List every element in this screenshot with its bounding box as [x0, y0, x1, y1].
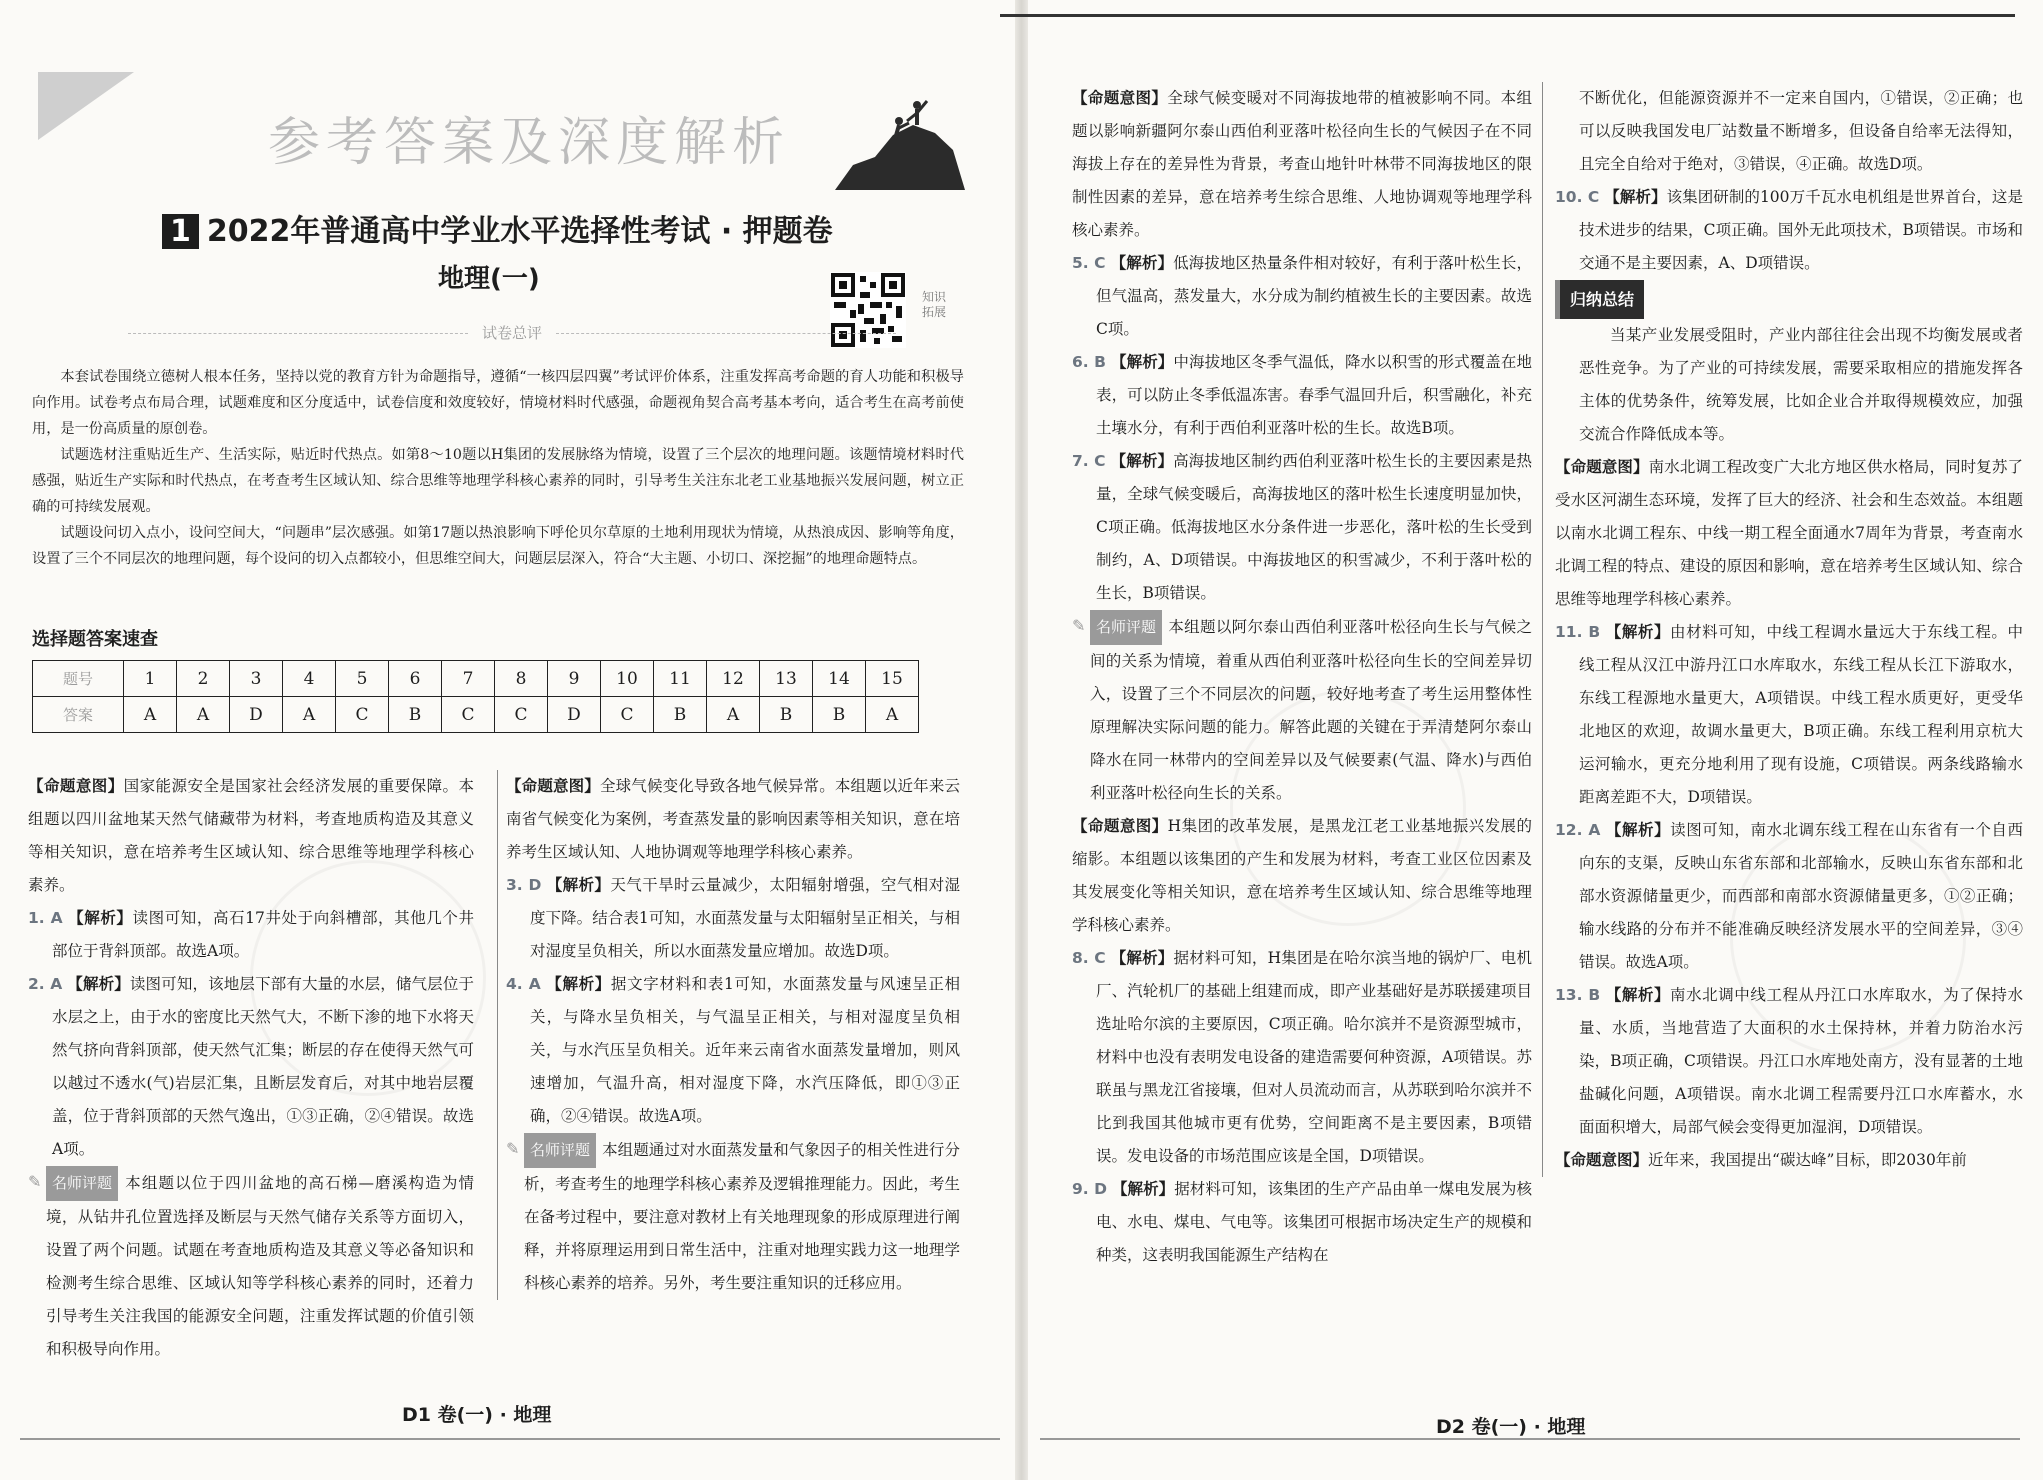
analysis-text: 该集团研制的100万千瓦水电机组是世界首台，这是技术进步的结果，C项正确。国外无此项技术，B项错误。市场和交通不是主要因素，A、D项错误。 [1579, 188, 2023, 272]
intent-paragraph [1555, 1144, 2023, 1177]
answer-table-title: 选择题答案速查 [32, 629, 158, 650]
analysis-tag: 【解析】 [68, 909, 133, 927]
question-number: 6 [389, 661, 442, 697]
page-footer-right: D2 卷(一) · 地理 [1436, 1416, 1586, 1438]
answer-table [32, 660, 919, 733]
summary-section [1555, 280, 2023, 451]
qr-caption: 知识 拓展 [922, 290, 947, 319]
analysis-tag: 【解析】 [1110, 254, 1174, 272]
left-column-1 [28, 770, 474, 1366]
top-rule [1000, 14, 2015, 17]
analysis-text: 由材料可知，中线工程调水量远大于东线工程。中线工程从汉江中游丹江口水库取水，东线工程从长江下游取水，东线工程源地水量更大，A项错误。中线工程水质更好，更受华北地区的欢迎，故调水量更大，B项正确。东线工程利用京杭大运河输水，更充分地利用了现有设施，C项错误。两条线路输水距离差距不大，D项错误。 [1579, 623, 2023, 806]
analysis-text: 据文字材料和表1可知，水面蒸发量与风速呈正相关，与降水呈负相关，与气温呈正相关，与相对湿度呈负相关，与水汽压呈负相关。近年来云南省水面蒸发量增加，则风速增加，气温升高，相对湿度下降，水汽压降低，即①③正确，②④错误。故选A项。 [530, 975, 960, 1125]
answer-cell: A [866, 697, 919, 733]
analysis-tag: 【解析】 [1605, 821, 1671, 839]
answer-cell: A [177, 697, 230, 733]
question-label: 11. B [1555, 623, 1601, 641]
section-heading-summary: 试卷总评 [32, 322, 992, 343]
question-label: 3. D [506, 876, 542, 894]
subject-title: 地理(一) [438, 264, 540, 294]
intent-text: 全球气候变暖对不同海拔地带的植被影响不同。本组题以影响新疆阿尔泰山西伯利亚落叶松径向生长的气候因子在不同海拔上存在的差异性为背景，考查山地针叶林带不同海拔地区的限制性因素的差异，意在培养考生综合思维、人地协调观等地理学科核心素养。 [1072, 89, 1532, 239]
answer-cell: C [336, 697, 389, 733]
question-label: 1. A [28, 909, 63, 927]
analysis-text: 南水北调中线工程从丹江口水库取水，为了保持水量、水质，当地营造了大面积的水土保持林，并着力防治水污染，B项正确，C项错误。丹江口水库地处南方，没有显著的土地盐碱化问题，A项错误。南水北调工程需要丹江口水库蓄水，水面面积增大，局部气候会变得更加湿润，D项错误。 [1579, 986, 2023, 1136]
analysis-tag: 【解析】 [1111, 353, 1174, 371]
intent-paragraph [1072, 82, 1532, 247]
answer-explanation-5 [1072, 247, 1532, 346]
answer-cell: C [442, 697, 495, 733]
question-label: 8. C [1072, 949, 1106, 967]
answer-cell: D [548, 697, 601, 733]
teacher-review-label: ✎ 名师评题 [524, 1133, 596, 1168]
corner-decoration [38, 72, 134, 140]
question-number: 12 [707, 661, 760, 697]
intent-paragraph [1072, 810, 1532, 942]
answer-explanation-9 [1072, 1173, 1532, 1272]
question-number: 14 [813, 661, 866, 697]
analysis-text: 读图可知，南水北调东线工程在山东省有一个自西向东的支渠，反映山东省东部和北部输水，反映山东省东部和北部水资源储量更少，而西部和南部水资源储量更多，①②正确；输水线路的分布并不能准确反映经济发展水平的空间差异，③④错误。故选A项。 [1579, 821, 2023, 971]
analysis-text: 中海拔地区冬季气温低，降水以积雪的形式覆盖在地表，可以防止冬季低温冻害。春季气温回升后，积雪融化，补充土壤水分，有利于西伯利亚落叶松的生长。故选B项。 [1096, 353, 1532, 437]
page-footer-left: D1 卷(一) · 地理 [402, 1404, 552, 1426]
summary-paragraph: 试题选材注重贴近生产、生活实际，贴近时代热点。如第8～10题以H集团的发展脉络为情境，设置了三个层次的地理问题。该题情境材料时代感强，贴近生产实际和时代热点，在考查考生区域认知、综合思维等地理学科核心素养的同时，引导考生关注东北老工业基地振兴发展问题，树立正确的可持续发展观。 [32, 447, 964, 515]
answer-explanation-6 [1072, 346, 1532, 445]
right-column-1 [1072, 82, 1532, 1272]
question-label: 12. A [1555, 821, 1601, 839]
table-row-label: 题号 [33, 661, 124, 697]
teacher-review-label: ✎ 名师评题 [1090, 610, 1162, 645]
question-number: 13 [760, 661, 813, 697]
question-label: 10. C [1555, 188, 1600, 206]
analysis-text: 读图可知，高石17井处于向斜槽部，其他几个井部位于背斜顶部。故选A项。 [52, 909, 474, 960]
teacher-review-text: 本组题以阿尔泰山西伯利亚落叶松径向生长与气候之间的关系为情境，着重从西伯利亚落叶松径向生长的空间差异切入，设置了三个不同层次的问题，较好地考查了考生运用整体性原理解决实际问题的能力。解答此题的关键在于弄清楚阿尔泰山降水在同一林带内的空间差异以及气候要素(气温、降水)与西伯利亚落叶松径向生长的关系。 [1090, 618, 1532, 802]
intent-text: 南水北调工程改变广大北方地区供水格局，同时复苏了受水区河湖生态环境，发挥了巨大的经济、社会和生态效益。本组题以南水北调工程东、中线一期工程全面通水7周年为背景，考查南水北调工程的特点、建设的原因和影响，意在培养考生区域认知、综合思维等地理学科核心素养。 [1555, 458, 2023, 608]
teacher-review-label: ✎ 名师评题 [46, 1166, 118, 1201]
question-number: 8 [495, 661, 548, 697]
analysis-text: 据材料可知，该集团的生产产品由单一煤电发展为核电、水电、煤电、气电等。该集团可根据市场决定生产的规模和种类，这表明我国能源生产结构在 [1096, 1180, 1532, 1264]
intent-text: 近年来，我国提出“碳达峰”目标，即2030年前 [1648, 1151, 1967, 1169]
question-number: 7 [442, 661, 495, 697]
analysis-tag: 【解析】 [1110, 452, 1174, 470]
question-number: 1 [124, 661, 177, 697]
question-number: 4 [283, 661, 336, 697]
analysis-tag: 【解析】 [1604, 188, 1667, 206]
question-number: 10 [601, 661, 654, 697]
question-number: 11 [654, 661, 707, 697]
teacher-review [1072, 610, 1532, 810]
intent-tag: 【命题意图】 [506, 777, 600, 795]
intent-tag: 【命题意图】 [28, 777, 124, 795]
intent-tag: 【命题意图】 [1555, 458, 1649, 476]
summary-paragraph: 试题设问切入点小，设问空间大，“问题串”层次感强。如第17题以热浪影响下呼伦贝尔草原的土地利用现状为情境，从热浪成因、影响等角度，设置了三个不同层次的地理问题，每个设问的切入点都较小，但思维空间大，问题层层深入，符合“大主题、小切口、深挖掘”的地理命题特点。 [32, 525, 964, 567]
analysis-text: 低海拔地区热量条件相对较好，有利于落叶松生长，但气温高，蒸发量大，水分成为制约植被生长的主要因素。故选C项。 [1096, 254, 1532, 338]
intent-tag: 【命题意图】 [1072, 89, 1168, 107]
answer-explanation-4 [506, 968, 960, 1133]
left-column-2 [497, 770, 960, 1300]
table-row-label: 答案 [33, 697, 124, 733]
answer-explanation-13 [1555, 979, 2023, 1144]
analysis-tag: 【解析】 [546, 876, 611, 894]
right-column-2 [1542, 82, 2023, 1177]
analysis-text: 据材料可知，H集团是在哈尔滨当地的锅炉厂、电机厂、汽轮机厂的基础上组建而成，即产业基础好是苏联援建项目选址哈尔滨的主要原因，C项正确。哈尔滨并不是资源型城市，材料中也没有表明发电设备的建造需要何种资源，A项错误。苏联虽与黑龙江省接壤，但对人员流动而言，从苏联到哈尔滨并不比到我国其他城市更有优势，空间距离不是主要因素，B项错误。发电设备的市场范围应该是全国，D项错误。 [1096, 949, 1532, 1165]
answer-explanation-8 [1072, 942, 1532, 1173]
intent-text: 全球气候变化导致各地气候异常。本组题以近年来云南省气候变化为案例，考查蒸发量的影响因素等相关知识，意在培养考生区域认知、人地协调观等地理学科核心素养。 [506, 777, 960, 861]
question-label: 9. D [1072, 1180, 1107, 1198]
teacher-review-text: 本组题通过对水面蒸发量和气象因子的相关性进行分析，考查考生的地理学科核心素养及逻辑推理能力。因此，考生在备考过程中，要注意对教材上有关地理现象的形成原理进行阐释，并将原理运用到日常生活中，注重对地理实践力这一地理学科核心素养的培养。另外，考生要注重知识的迁移应用。 [524, 1141, 960, 1292]
analysis-tag: 【解析】 [1111, 1180, 1175, 1198]
question-label: 2. A [28, 975, 63, 993]
exam-title-text: 2022年普通高中学业水平选择性考试 · 押题卷 [206, 214, 833, 249]
intent-tag: 【命题意图】 [1555, 1151, 1649, 1169]
exam-number-badge: 1 [162, 214, 199, 249]
table-row [33, 697, 919, 733]
summary-label: 归纳总结 [1555, 280, 1644, 319]
analysis-text: 天气干旱时云量减少，太阳辐射增强，空气相对湿度下降。结合表1可知，水面蒸发量与太阳辐射呈正相关，与相对湿度呈负相关，所以水面蒸发量应增加。故选D项。 [530, 876, 960, 960]
analysis-tag: 【解析】 [1110, 949, 1174, 967]
analysis-tag: 【解析】 [67, 975, 130, 993]
page-gutter [1015, 0, 1028, 1480]
analysis-text: 读图可知，该地层下部有大量的水层，储气层位于水层之上，由于水的密度比天然气大，不断下渗的地下水将天然气挤向背斜顶部，使天然气汇集；断层的存在使得天然气可以越过不透水(气)岩层汇集，且断层发育后，对其中地岩层覆盖，位于背斜顶部的天然气逸出，①③正确，②④错误。故选A项。 [52, 975, 474, 1158]
teacher-review-text: 本组题以位于四川盆地的高石梯—磨溪构造为情境，从钻井孔位置选择及断层与天然气储存关系等方面切入，设置了两个问题。试题在考查地质构造及其意义等必备知识和检测考生综合思维、区域认知等学科核心素养的同时，还着力引导考生关注我国的能源安全问题，注重发挥试题的价值引领和积极导向作用。 [46, 1174, 474, 1358]
analysis-tag: 【解析】 [1605, 623, 1671, 641]
question-label: 13. B [1555, 986, 1601, 1004]
question-label: 4. A [506, 975, 541, 993]
answer-explanation-12 [1555, 814, 2023, 979]
answer-explanation-3 [506, 869, 960, 968]
question-number: 15 [866, 661, 919, 697]
intent-paragraph [506, 770, 960, 869]
analysis-continuation: 不断优化，但能源资源并不一定来自国内，①错误，②正确；也可以反映我国发电厂站数量不断增多，但设备自给率无法得知，且完全自给对于绝对，③错误，④正确。故选D项。 [1579, 89, 2023, 173]
answer-explanation-10 [1555, 181, 2023, 280]
bottom-rule [20, 1438, 1000, 1440]
question-number: 3 [230, 661, 283, 697]
analysis-tag: 【解析】 [1605, 986, 1671, 1004]
intent-text: 国家能源安全是国家社会经济发展的重要保障。本组题以四川盆地某天然气储藏带为材料，考查地质构造及其意义等相关知识，意在培养考生区域认知、综合思维等地理学科核心素养。 [28, 777, 474, 894]
answer-cell: C [495, 697, 548, 733]
analysis-tag: 【解析】 [546, 975, 611, 993]
answer-cell: B [654, 697, 707, 733]
mountain-climbers-icon [835, 95, 965, 190]
answer-cell: B [813, 697, 866, 733]
answer-cell: A [124, 697, 177, 733]
question-label: 5. C [1072, 254, 1106, 272]
answer-cell: A [707, 697, 760, 733]
summary-text: 当某产业发展受阻时，产业内部往往会出现不均衡发展或者恶性竞争。为了产业的可持续发展，需要采取相应的措施发挥各主体的优势条件，统筹发展，比如企业合并取得规模效应，加强交流合作降低成本等。 [1579, 326, 2023, 443]
intent-text: H集团的改革发展，是黑龙江老工业基地振兴发展的缩影。本组题以该集团的产生和发展为材料，考查工业区位因素及其发展变化等相关知识，意在培养考生区域认知、综合思维等地理学科核心素养。 [1072, 817, 1532, 934]
exam-title [162, 206, 833, 250]
question-label: 7. C [1072, 452, 1106, 470]
question-label: 6. B [1072, 353, 1106, 371]
summary-paragraph: 本套试卷围绕立德树人根本任务，坚持以党的教育方针为命题指导，遵循“一核四层四翼”考试评价体系，注重发挥高考命题的育人功能和积极导向作用。试卷考点布局合理，试题难度和区分度适中，试卷信度和效度较好，情境材料时代感强，命题视角契合高考基本考向，适合考生在高考前使用，是一份高质量的原创卷。 [32, 369, 964, 437]
bottom-rule [1040, 1438, 2020, 1440]
answer-cell: B [760, 697, 813, 733]
analysis-text: 高海拔地区制约西伯利亚落叶松生长的主要因素是热量，全球气候变暖后，高海拔地区的落叶松生长速度明显加快，C项正确。低海拔地区水分条件进一步恶化，落叶松的生长受到制约，A、D项错误。中海拔地区的积雪减少，不利于落叶松的生长，B项错误。 [1096, 452, 1532, 602]
answer-cell: D [230, 697, 283, 733]
intent-tag: 【命题意图】 [1072, 817, 1168, 835]
question-number: 2 [177, 661, 230, 697]
question-number: 5 [336, 661, 389, 697]
answer-cell: C [601, 697, 654, 733]
teacher-review [506, 1133, 960, 1300]
exam-summary [32, 364, 964, 572]
answer-explanation-11 [1555, 616, 2023, 814]
intent-paragraph [28, 770, 474, 902]
answer-explanation-7 [1072, 445, 1532, 610]
teacher-review [28, 1166, 474, 1366]
answer-cell: A [283, 697, 336, 733]
answer-cell: B [389, 697, 442, 733]
question-number: 9 [548, 661, 601, 697]
answer-explanation-1 [28, 902, 474, 968]
answer-explanation-2 [28, 968, 474, 1166]
table-row [33, 661, 919, 697]
intent-paragraph [1555, 451, 2023, 616]
page-title: 参考答案及深度解析 [268, 113, 791, 173]
